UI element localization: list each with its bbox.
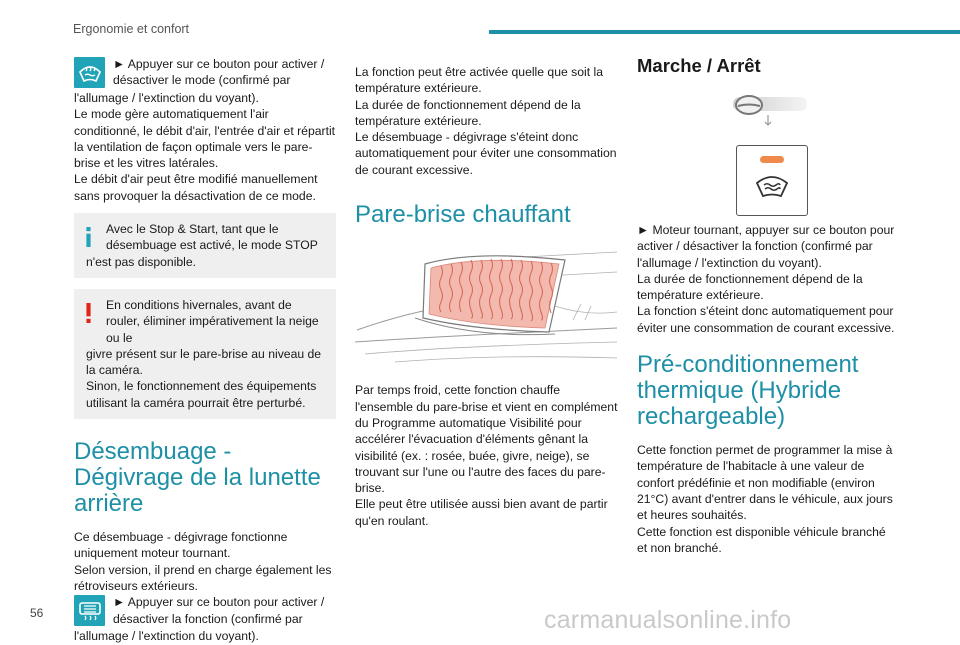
rear-window-defrost-icon — [74, 595, 105, 626]
activation-text: La fonction peut être activée quelle que soit la température extérieure. — [355, 65, 603, 96]
heated-windscreen-button — [736, 145, 808, 216]
on-off-duration: La durée de fonctionnement dépend de la température extérieure. — [637, 271, 863, 303]
mode-manual-flow: Le débit d'air peut être modifié manuellement sans provoquer la désactivation de ce mode. — [74, 172, 318, 203]
warning-icon — [86, 299, 91, 327]
rear-defrost-mirrors: Selon version, il prend en charge également les rétroviseurs extérieurs. — [74, 562, 332, 593]
windscreen-mode-text-first: ► Appuyer sur ce bouton pour activer / désactiver le mode (confirmé par — [113, 57, 325, 88]
warning-text-first: En conditions hivernales, avant de rouler, éliminer impérativement la neige ou le — [106, 297, 319, 345]
duration-text: La durée de fonctionnement dépend de la température extérieure. — [355, 97, 581, 128]
steering-wheel-icon — [733, 95, 807, 129]
heated-windscreen-description: Par temps froid, cette fonction chauffe l'ensemble du pare-brise et vient en complément du Programme automatique Visibilité pour accélérer l'évacuation d'éléments gênant la visibilité (ex. : rosée, buée, givre, neige), se trouvant sur l'une ou l'autre des faces du pare-brise. — [355, 383, 618, 496]
heading-heated-windscreen: Pare-brise chauffant — [355, 201, 571, 229]
auto-off-text: Le désembuage - dégivrage s'éteint donc automatiquement pour éviter une consommation de courant excessive. — [355, 130, 617, 177]
windscreen-mode-instruction — [74, 56, 336, 106]
section-title: Ergonomie et confort — [73, 22, 190, 36]
watermark: carmanualsonline.info — [544, 606, 792, 634]
page-number: 56 — [30, 606, 44, 620]
warning-text-p2: Sinon, le fonctionnement des équipements utilisant la caméra pourrait être perturbé. — [86, 379, 317, 410]
on-off-auto-off: La fonction s'éteint donc automatiquement pour éviter une consommation de courant excessive. — [637, 304, 895, 335]
preconditioning-availability: Cette fonction est disponible véhicule branché et non branché. — [637, 524, 886, 555]
column-3 — [637, 55, 899, 76]
heading-on-off: Marche / Arrêt — [637, 55, 761, 76]
windscreen-demist-icon — [74, 57, 105, 88]
column-2 — [355, 64, 619, 529]
info-note — [74, 213, 336, 278]
mode-description: Le mode gère automatiquement l'air conditionné, le débit d'air, l'entrée d'air et répartit la ventilation de façon optimale vers le pare-brise et les vitres latérales. — [74, 107, 336, 171]
warning-note — [74, 289, 336, 419]
heated-windscreen-usage: Elle peut être utilisée aussi bien avant de partir qu'en roulant. — [355, 497, 608, 528]
preconditioning-description: Cette fonction permet de programmer la mise à température de l'habitacle à une valeur de confort prédéfinie et non modifiable (environ 21°C) avant d'entrer dans le véhicule, aux jours et heures souhaités. — [637, 443, 893, 523]
rear-defrost-text-rest: l'allumage / l'extinction du voyant). — [74, 629, 259, 644]
on-off-instruction: ► Moteur tournant, appuyer sur ce bouton pour activer / désactiver la fonction (confirmé par l'allumage / l'extinction du voyant). — [637, 223, 895, 270]
indicator-led — [760, 156, 784, 163]
windscreen-mode-text-rest: l'allumage / l'extinction du voyant). — [74, 91, 259, 105]
warning-text-rest: givre présent sur le pare-brise au niveau de la caméra. — [86, 346, 322, 378]
heated-windscreen-button-icon — [754, 173, 790, 199]
column-3-body — [637, 222, 899, 556]
rear-defrost-intro: Ce désembuage - dégivrage fonctionne uniquement moteur tournant. — [74, 530, 288, 561]
info-note-text-rest: n'est pas disponible. — [86, 254, 197, 269]
heading-preconditioning: Pré-conditionnement thermique (Hybride rechargeable) — [637, 351, 859, 431]
header-accent-bar — [489, 30, 960, 34]
rear-defrost-instruction — [74, 594, 336, 644]
heated-windscreen-illustration — [355, 246, 619, 364]
rear-defrost-text-first: ► Appuyer sur ce bouton pour activer / désactiver la fonction (confirmé par — [113, 595, 325, 626]
column-1 — [74, 56, 336, 645]
info-icon — [86, 223, 91, 251]
heading-rear-window-defrost: Désembuage - Dégivrage de la lunette arrière — [74, 438, 321, 518]
info-note-text-first: Avec le Stop & Start, tant que le désembuage est activé, le mode STOP — [106, 222, 318, 253]
